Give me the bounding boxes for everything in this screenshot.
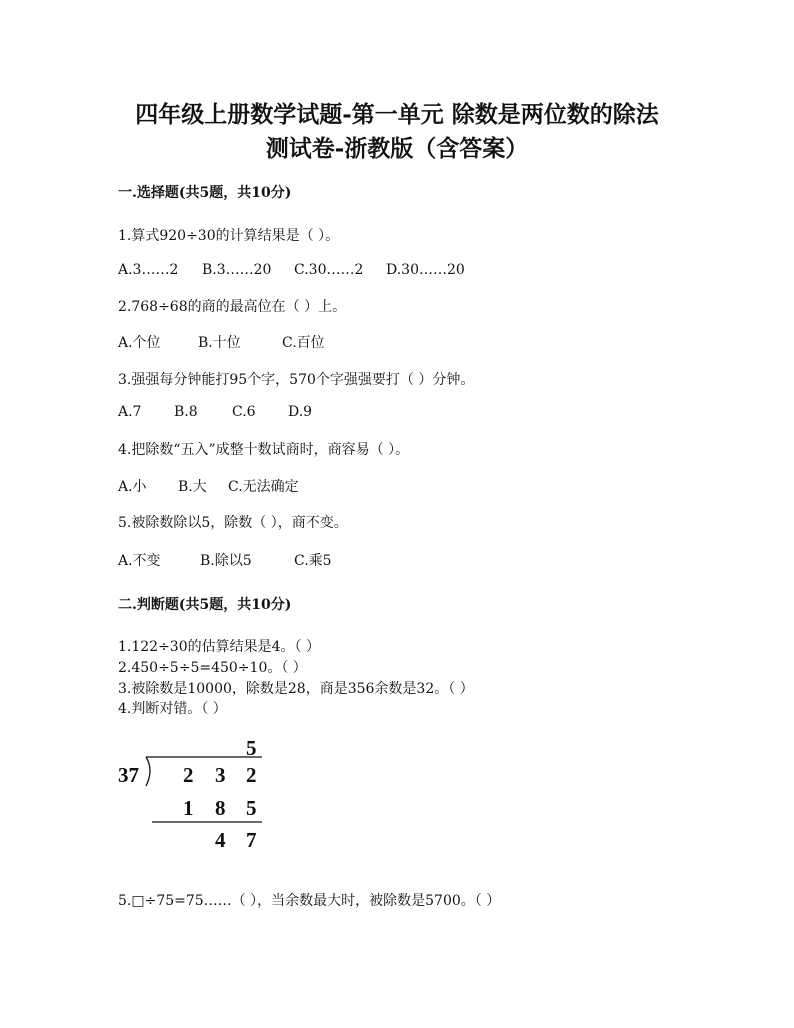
question-text: 1.122÷30的估算结果是4。（ ） [118, 639, 320, 655]
question-options [118, 262, 465, 278]
question-options [118, 332, 325, 352]
dividend-digit: 3 [215, 763, 226, 787]
remainder-digit: 4 [215, 828, 226, 852]
page-title: 四年级上册数学试题-第一单元 除数是两位数的除法 [135, 101, 659, 128]
question-text: 3.强强每分钟能打95个字，570个字强强要打（ ）分钟。 [118, 372, 475, 388]
option: A.不变 [118, 553, 161, 569]
question-text: 2.768÷68的商的最高位在（ ）上。 [118, 299, 347, 315]
section-heading-choice: 一.选择题(共5题，共10分) [118, 185, 292, 201]
question-options [118, 404, 312, 420]
option: B.大 [178, 479, 207, 495]
option: D.9 [288, 404, 313, 420]
option: B.除以5 [200, 553, 252, 569]
option: A.个位 [118, 335, 161, 351]
option: C.无法确定 [228, 479, 299, 495]
question-text: 4.把除数“五入”成整十数试商时，商容易（ ）。 [118, 442, 410, 458]
question-options [118, 476, 299, 496]
option: B.3……20 [202, 262, 272, 278]
question-text: 5.被除数除以5，除数（ ），商不变。 [118, 515, 348, 531]
question-text: 1.算式920÷30的计算结果是（ ）。 [118, 228, 340, 244]
option: C.百位 [282, 335, 325, 351]
section-heading-judgement: 二.判断题(共5题，共10分) [118, 597, 292, 613]
question-text: 3.被除数是10000，除数是28，商是356余数是32。（ ） [118, 681, 474, 697]
option: C.30……2 [294, 262, 364, 278]
question-text: 4.判断对错。（ ） [118, 701, 227, 717]
question-text: 5.□÷75=75……（ ），当余数最大时，被除数是5700。（ ） [118, 893, 501, 909]
option: D.30……20 [386, 262, 465, 278]
question-options [118, 550, 332, 570]
option: A.3……2 [118, 262, 179, 278]
option: C.乘5 [294, 553, 332, 569]
dividend-digit: 2 [246, 763, 257, 787]
option: A.小 [118, 479, 147, 495]
option: B.8 [174, 404, 198, 420]
product-digit: 1 [183, 796, 194, 820]
option: A.7 [118, 404, 142, 420]
question-text: 2.450÷5÷5=450÷10。（ ） [118, 660, 307, 676]
divisor: 37 [118, 763, 139, 787]
option: C.6 [232, 404, 256, 420]
remainder-digit: 7 [246, 828, 257, 852]
page-subtitle: 测试卷-浙教版（含答案） [265, 135, 529, 162]
dividend-digit: 2 [183, 763, 194, 787]
product-digit: 5 [246, 796, 257, 820]
quotient-digit: 5 [246, 736, 257, 760]
product-digit: 8 [215, 796, 226, 820]
option: B.十位 [198, 335, 241, 351]
